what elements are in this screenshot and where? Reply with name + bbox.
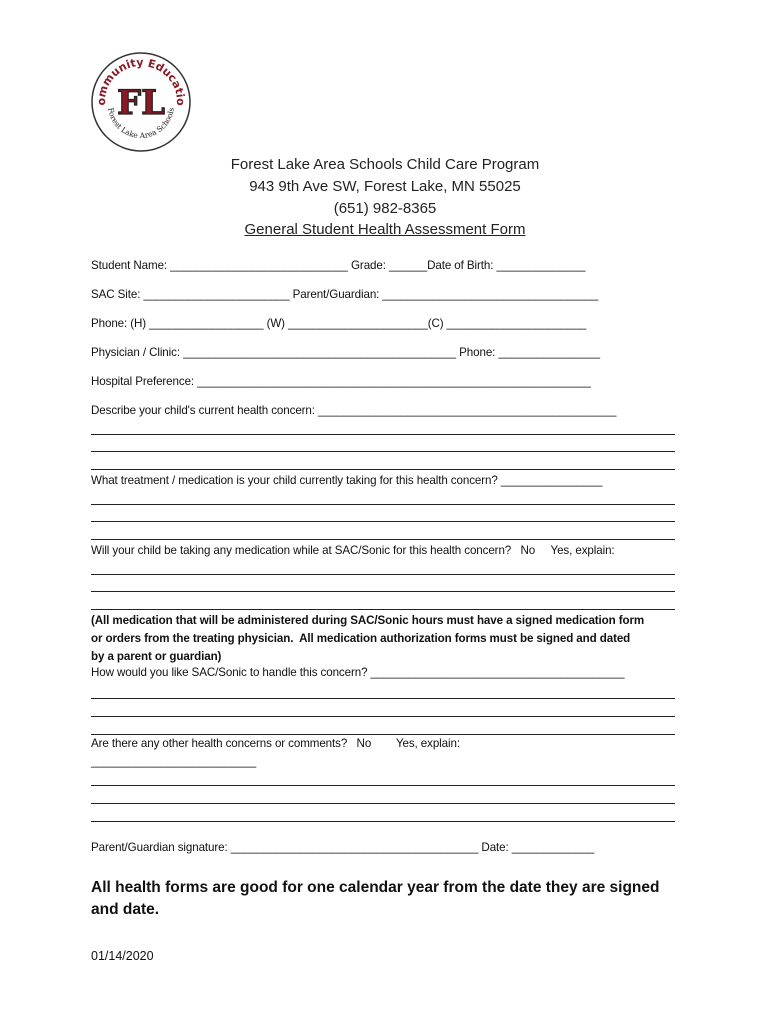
answer-blank[interactable] (91, 785, 675, 786)
answer-blank[interactable] (91, 504, 675, 505)
student-info-line[interactable]: Student Name: ____________________________ Grade: ______Date of Birth: ______________ (91, 259, 586, 272)
handle-concern-question[interactable]: How would you like SAC/Sonic to handle this concern? ________________________________________ (91, 666, 625, 679)
logo-monogram: FL (116, 83, 166, 123)
program-address: 943 9th Ave SW, Forest Lake, MN 55025 (249, 178, 521, 195)
medication-note: or orders from the treating physician. All medication authorization forms must be signed and dated (91, 632, 631, 645)
answer-blank[interactable] (91, 821, 675, 822)
program-phone: (651) 982-8365 (333, 200, 437, 217)
answer-blank[interactable] (91, 698, 675, 699)
revision-date: 01/14/2020 (91, 949, 154, 963)
answer-blank[interactable] (91, 521, 675, 522)
community-education-logo (88, 50, 194, 154)
logo-arc-top-text: ommunity Educatio (94, 55, 188, 106)
answer-blank[interactable] (91, 591, 675, 592)
medication-question[interactable]: Will your child be taking any medication while at SAC/Sonic for this health concern? No Yes, explain: (91, 544, 615, 557)
medication-note: (All medication that will be administered during SAC/Sonic hours must have a signed medication form (91, 614, 645, 627)
hospital-line[interactable]: Hospital Preference: ______________________________________________________________ (91, 375, 591, 388)
treatment-question[interactable]: What treatment / medication is your child currently taking for this health concern? ________________ (91, 474, 603, 487)
answer-blank[interactable] (91, 574, 675, 575)
phone-line[interactable]: Phone: (H) __________________ (W) ______________________(C) ______________________ (91, 317, 587, 330)
form-title-text: General Student Health Assessment Form (244, 221, 526, 238)
medication-note: by a parent or guardian) (91, 650, 222, 663)
other-concerns-question[interactable]: Are there any other health concerns or comments? No Yes, explain: (91, 737, 460, 750)
health-concern-question[interactable]: Describe your child's current health concern: _______________________________________________ (91, 404, 617, 417)
sac-site-line[interactable]: SAC Site: _______________________ Parent/Guardian: __________________________________ (91, 288, 599, 301)
answer-blank[interactable] (91, 609, 675, 610)
answer-blank[interactable] (91, 539, 675, 540)
physician-line[interactable]: Physician / Clinic: ___________________________________________ Phone: ________________ (91, 346, 600, 359)
answer-blank[interactable] (91, 469, 675, 470)
answer-blank[interactable] (91, 734, 675, 735)
answer-blank[interactable] (91, 434, 675, 435)
other-concerns-blank[interactable]: __________________________ (91, 755, 257, 768)
validity-notice: All health forms are good for one calendar year from the date they are signed and date. (91, 879, 660, 918)
answer-blank[interactable] (91, 803, 675, 804)
form-title (0, 221, 770, 238)
answer-blank[interactable] (91, 716, 675, 717)
answer-blank[interactable] (91, 451, 675, 452)
signature-line[interactable]: Parent/Guardian signature: _______________________________________ Date: _____________ (91, 841, 595, 854)
program-name: Forest Lake Area Schools Child Care Program (230, 156, 540, 173)
logo-arc-bottom-text: Forest Lake Area Schools (106, 106, 176, 141)
